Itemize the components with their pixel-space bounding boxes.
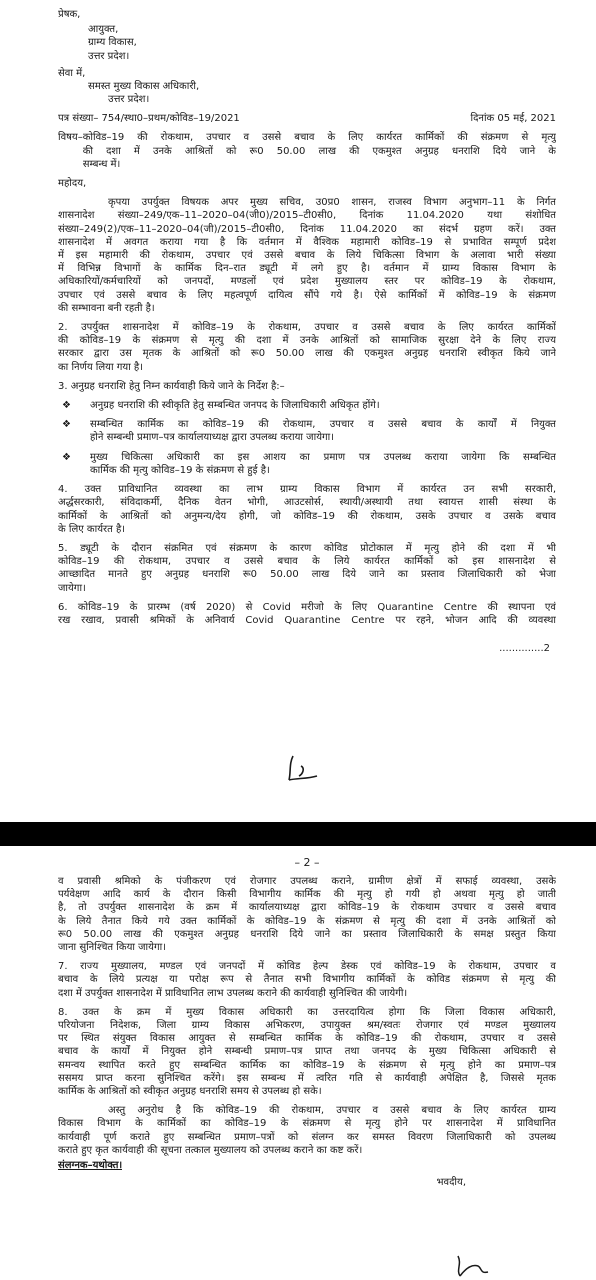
- paragraph-line: विकास विभाग के कार्मिकों का कोविड–19 के संक्रमण से मृत्यु होने पर शासनादेश में प्राविधानित: [58, 1118, 556, 1130]
- to-label: सेवा में,: [58, 67, 86, 79]
- subject-line: की दशा में उनके आश्रितों को रू0 50.00 लाख की एकमुश्त अनुग्रह धनराशि दिये जाने के: [82, 145, 556, 157]
- letter-page-2: [0, 846, 596, 1280]
- closing-salutation: भवदीय,: [436, 1177, 466, 1189]
- recipient-line: समस्त मुख्य विकास अधिकारी,: [88, 81, 200, 93]
- paragraph-line: है, तो उपर्युक्त शासनादेश के क्रम में कार्यालयाध्यक्ष द्वारा कोविड–19 के रोकथाम उपचार व उससे बचाव: [58, 902, 556, 914]
- paragraph-line: 8. उक्त के क्रम में मुख्य विकास अधिकारी का उत्तरदायित्व होगा कि जिला विकास अधिकारी,: [58, 1006, 556, 1018]
- paragraph-line: जायेगा।: [58, 582, 86, 594]
- subject-label: विषय–: [58, 132, 83, 144]
- paragraph-line: 7. राज्य मुख्यालय, मण्डल एवं जनपदों में कोविड हेल्प डेस्क एवं कोविड–19 के रोकथाम, उपचार व: [58, 961, 556, 973]
- sender-line: ग्राम्य विकास,: [88, 37, 137, 49]
- sender-label: प्रेषक,: [58, 9, 81, 20]
- paragraph-line: बचाव के कार्यों में नियुक्त होने सम्बन्धी प्रमाण–पत्र प्राप्त तथा जनपद के मुख्य चिकित्सा अधिकारी से: [58, 1046, 556, 1058]
- paragraph-6: [58, 601, 556, 627]
- bullet-mark: ❖: [62, 451, 71, 463]
- bullet-item: [58, 399, 556, 412]
- paragraph-line: संख्या–249(2)/एक–11–2020–04(जी)/2015–टी0सी0, दिनांक 11.04.2020 का संदर्भ ग्रहण करें। उक्त: [58, 223, 556, 235]
- recipient-line: उत्तर प्रदेश।: [108, 94, 150, 106]
- paragraph-line: दशा में उपर्युक्त शासनादेश में प्राविधानित लाभ उपलब्ध कराने की कार्यवाही सुनिश्चित की जायेगी।: [58, 987, 408, 999]
- paragraph-3: 3. अनुग्रह धनराशि हेतु निम्न कार्यवाही किये जाने के निर्देश है:–: [58, 380, 285, 392]
- paragraph-line: अर्द्धसरकारी, संविदाकर्मी, दैनिक वेतन भोगी, आउटसोर्स, स्थायी/अस्थायी तथा स्वायत्त शासी संस्था के: [58, 497, 556, 509]
- paragraph-line: के लिए कार्यरत है।: [58, 523, 126, 535]
- paragraph-line: में विभिन्न विभागों के कार्मिक दिन–रात ड्यूटी में लगे हुए है। वर्तमान में ग्राम्य विकास विभाग के: [58, 263, 556, 275]
- initials-signature: [283, 752, 329, 786]
- bullet-line: अनुग्रह धनराशि की स्वीकृति हेतु सम्बन्धित जनपद के जिलाधिकारी अधिकृत होंगे।: [90, 400, 380, 412]
- paragraph-line: रू0 50.00 लाख की एकमुश्त अनुग्रह धनराशि दिये जाने का प्रस्ताव जिलाधिकारी के समक्ष प्रस्तुत किया: [58, 928, 556, 940]
- paragraph-line: ससमय प्राप्त करना सुनिश्चित करेंगे। इस सम्बन्ध में त्वरित गति से कार्यवाही अपेक्षित है, जिससे मृतक: [58, 1072, 556, 1084]
- bullet-line: कार्मिक की मृत्यु कोविड–19 के संक्रमण से हुई है।: [90, 464, 270, 476]
- paragraph-line: शासनादेश संख्या–249/एक–11–2020–04(जी0)/2015–टी0सी0, दिनांक 11.04.2020 यथा संशोधित: [58, 210, 556, 222]
- paragraph-5: [58, 542, 556, 595]
- subject: [58, 131, 556, 171]
- paragraph-line: अस्तु अनुरोध है कि कोविड–19 की रोकथाम, उपचार व उससे बचाव के लिए कार्यरत ग्राम्य: [108, 1105, 556, 1117]
- bullet-mark: ❖: [62, 400, 71, 412]
- continued-marker: ..............2: [499, 643, 550, 655]
- paragraph-line: के लिये तैनात किये गये उक्त कार्मिकों के कोविड–19 के संक्रमण से मृत्यु की दशा में उनके आश्रितों को: [58, 915, 556, 927]
- paragraph-line: सरकार द्वारा उस मृतक के आश्रितों को रू0 50.00 लाख की एकमुश्त अनुग्रह धनराशि स्वीकृत किये जाने: [58, 348, 556, 360]
- sender-line: उत्तर प्रदेश।: [88, 50, 130, 62]
- paragraph-line: पर्यवेक्षण आदि कार्य के दौरान किसी विभागीय कार्मिक की मृत्यु हो गयी हो अथवा मृत्यु हो जाती: [58, 889, 556, 901]
- paragraph-line: कोविड–19 की रोकथाम, उपचार व उससे बचाव के लिये कार्यरत कार्मिकों को इस शासनादेश से: [58, 556, 556, 568]
- bullet-line: सम्बन्धित कार्मिक का कोविड–19 की रोकथाम, उपचार व उससे बचाव के कार्यों में नियुक्त: [90, 419, 556, 431]
- paragraph-line: कार्मिक के आश्रितों को स्वीकृत अनुग्रह धनराशि समय से उपलब्ध हो सके।: [58, 1086, 322, 1098]
- bullet-item: [58, 451, 556, 477]
- enclosure-note: संलग्नक–यथोक्त।: [58, 1160, 123, 1172]
- letter-date: दिनांक 05 मई, 2021: [470, 113, 556, 125]
- signature: [452, 1254, 496, 1278]
- bullet-item: [58, 418, 556, 444]
- paragraph-line: कार्यवाही पूर्ण कराते हुए सम्बन्धित प्रमाण–पत्रों को संलग्न कर समस्त विवरण जिलाधिकारी को उपलब्ध: [58, 1131, 556, 1143]
- paragraph-8: [58, 1006, 556, 1098]
- paragraph-line: कराते हुए कृत कार्यवाही की सूचना तत्काल मुख्यालय को उपलब्ध कराने का कष्ट करें।: [58, 1144, 363, 1156]
- letter-number: पत्र संख्या– 754/स्था0–प्रथम/कोविड–19/2021: [58, 113, 240, 125]
- paragraph-line: उपचार एवं उससे बचाव के लिए महत्वपूर्ण दायित्व सौंपे गये है। ऐसे कार्मिकों में कोविड–19 के संक्रमण: [58, 289, 556, 301]
- salutation: महोदय,: [58, 178, 87, 190]
- sender-line: आयुक्त,: [88, 24, 119, 36]
- paragraph-line: 4. उक्त प्राविधानित व्यवस्था का लाभ ग्राम्य विकास विभाग में कार्यरत उन सभी सरकारी,: [58, 484, 556, 496]
- paragraph-line: 2. उपर्युक्त शासनादेश में कोविड–19 के रोकथाम, उपचार व उससे बचाव के लिए कार्यरत कार्मिकों: [58, 322, 556, 334]
- paragraph-line: बचाव के लिये प्रत्यक्ष या परोक्ष रूप से तैनात सभी विभागीय कार्मिकों के कोविड संक्रमण से मृत्यु की: [58, 974, 556, 986]
- paragraph-4: [58, 483, 556, 536]
- paragraph-line: का निर्णय लिया गया है।: [58, 361, 144, 373]
- paragraph-line: शासनादेश में अवगत कराया गया है कि वर्तमान में वैश्विक महामारी कोविड–19 से प्रभावित सम्पूर्ण प्रदेश: [58, 236, 556, 248]
- paragraph-line: जाना सुनिश्चित किया जायेगा।: [58, 942, 166, 954]
- subject-line: कोविड–19 की रोकथाम, उपचार व उससे बचाव के लिए कार्यरत कार्मिकों की संक्रमण से मृत्यु: [82, 132, 556, 144]
- paragraph-line: पर स्थित संयुक्त विकास आयुक्त से सम्बन्धित कार्मिक के कोविड–19 की रोकथाम, उपचार व उससे: [58, 1033, 556, 1045]
- page-number: – 2 –: [294, 856, 320, 869]
- paragraph-line: अधिकारियों/कर्मचारियों को जनपदों, मण्डलों एवं प्रदेश मुख्यालय स्तर पर कोविड–19 के रोकथाम,: [58, 276, 556, 288]
- paragraph-line: कार्मिकों के आश्रितों को अनुमन्य/देय होगी, जो कोविड–19 की रोकथाम, उसके उपचार व उसके बचाव: [58, 510, 556, 522]
- paragraph-line: रख रखाव, प्रवासी श्रमिकों के अनिवार्य Covid Quarantine Centre पर रहने, भोजन आदि की व्यवस्था: [58, 614, 556, 626]
- paragraph-line: 5. ड्यूटी के दौरान संक्रमित एवं संक्रमण के कारण कोविड प्रोटोकाल में मृत्यु होने की दशा में भी: [58, 542, 556, 554]
- reference-row: [58, 112, 556, 125]
- paragraph-line: की कोविड–19 के संक्रमण से मृत्यु की दशा में उनके आश्रितों को सामाजिक सुरक्षा देने के लिए राज्य: [58, 335, 556, 347]
- paragraph-line: परियोजना निदेशक, जिला ग्राम्य विकास अभिकरण, उपायुक्त श्रम/स्वतः रोजगार एवं मण्डल मुख्यालय: [58, 1020, 556, 1032]
- paragraph-line: की सम्भावना बनी रहती है।: [58, 302, 155, 314]
- paragraph-9: [58, 1104, 556, 1157]
- paragraph-line: आच्छादित मानते हुए अनुग्रह धनराशि रू0 50.00 लाख दिये जाने का प्रस्ताव जिलाधिकारी को भेजा: [58, 569, 556, 581]
- paragraph-line: 6. कोविड–19 के प्रारम्भ (वर्ष 2020) से Covid मरीजो के लिए Quarantine Centre की स्थापना एवं: [58, 601, 556, 613]
- bullet-mark: ❖: [62, 419, 71, 431]
- paragraph-line: में इस महामारी की रोकथाम, उपचार एवं उससे बचाव के लिये चिकित्सा विभाग के अलावा भारी संख्या: [58, 250, 556, 262]
- paragraph-7: [58, 960, 556, 1000]
- paragraph-1: [58, 196, 556, 315]
- paragraph-2: [58, 321, 556, 374]
- paragraph-6-continued: [58, 875, 556, 954]
- bullet-line: मुख्य चिकित्सा अधिकारी का इस आशय का प्रमाण पत्र उपलब्ध कराया जायेगा कि सम्बन्धित: [90, 451, 556, 463]
- paragraph-line: कृपया उपर्युक्त विषयक अपर मुख्य सचिव, उ0प्र0 शासन, राजस्व विभाग अनुभाग–11 के निर्गत: [108, 197, 556, 209]
- paragraph-line: व प्रवासी श्रमिको के पंजीकरण एवं रोजगार उपलब्ध कराने, ग्रामीण क्षेत्रों में सफाई व्यवस्था, उसके: [58, 876, 556, 887]
- subject-line: सम्बन्ध में।: [82, 158, 121, 170]
- page-separator: [0, 822, 596, 846]
- bullet-line: होने सम्बन्धी प्रमाण–पत्र कार्यालयाध्यक्ष द्वारा उपलब्ध कराया जायेगा।: [90, 432, 335, 444]
- paragraph-line: समन्वय स्थापित करते हुए सम्बन्धित कार्मिक का कोविड–19 के संक्रमण से मृत्यु होने का प्रमाण–पत्र: [58, 1059, 556, 1071]
